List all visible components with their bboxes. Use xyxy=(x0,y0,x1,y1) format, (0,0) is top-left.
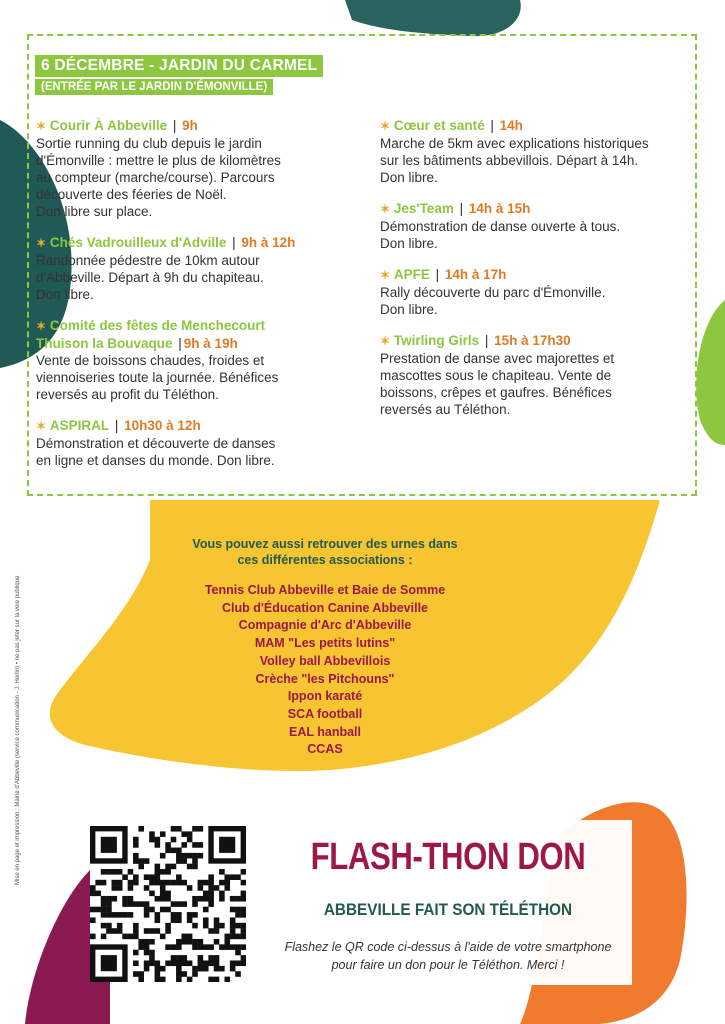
star-icon: ✶ xyxy=(36,119,47,133)
activity-description: Prestation de danse avec majorettes et mascottes sous le chapiteau. Vente de boissons, crêpes et gaufres. Bénéfices reversés au Téléthon. xyxy=(380,351,615,417)
activity-time: 9h xyxy=(182,118,198,133)
star-icon: ✶ xyxy=(380,119,391,133)
association-list xyxy=(140,582,510,759)
flash-instructions: Flashez le QR code ci-dessus à l'aide de votre smartphone pour faire un don pour le Téléthon. Merci ! xyxy=(284,940,612,972)
activity-item xyxy=(36,317,336,403)
association-item: Volley ball Abbevillois xyxy=(259,653,391,668)
date-title: 6 DÉCEMBRE - JARDIN DU CARMEL xyxy=(35,55,323,77)
activity-name: Comité des fêtes de Menchecourt Thuison la Bouvaque xyxy=(36,318,266,351)
activity-item xyxy=(380,117,680,186)
activities-right-column xyxy=(380,117,680,432)
activity-time: 15h à 17h30 xyxy=(494,333,571,348)
activity-name: Twirling Girls xyxy=(393,333,480,348)
activity-description: Démonstration et découverte de danses en ligne et danses du monde. Don libre. xyxy=(36,436,276,468)
activity-item xyxy=(380,266,680,318)
activity-item xyxy=(36,234,336,303)
activity-time: 14h à 15h xyxy=(468,201,531,216)
print-credit xyxy=(15,555,29,885)
teal-blob-top xyxy=(345,0,521,36)
association-item: Ippon karaté xyxy=(287,689,363,704)
activity-description: Vente de boissons chaudes, froides et viennoiseries toute la journée. Bénéfices reversés au profit du Téléthon. xyxy=(36,353,279,402)
activity-title xyxy=(36,417,336,435)
separator: | xyxy=(114,418,119,433)
activity-item xyxy=(36,417,336,469)
activity-title xyxy=(380,332,680,350)
activity-time: 14h à 17h xyxy=(444,267,507,282)
activity-item xyxy=(380,200,680,252)
activity-name: Cœur et santé xyxy=(393,118,485,133)
activity-title xyxy=(380,200,680,218)
activity-name: Chés Vadrouilleux d'Adville xyxy=(49,235,227,250)
green-blob-right xyxy=(696,300,725,445)
flash-subtitle: ABBEVILLE FAIT SON TÉLÉTHON xyxy=(323,900,573,919)
qr-code[interactable] xyxy=(90,826,246,982)
activity-description: Randonnée pédestre de 10km autour d'Abbeville. Départ à 9h du chapiteau. Don libre. xyxy=(36,253,264,302)
separator: | xyxy=(178,336,182,351)
activity-title xyxy=(36,117,336,135)
association-item: Club d'Éducation Canine Abbeville xyxy=(222,600,428,615)
flash-title: FLASH-THON DON xyxy=(310,836,586,878)
activity-name: ASPIRAL xyxy=(49,418,110,433)
activity-title xyxy=(380,117,680,135)
activity-title xyxy=(36,234,336,252)
date-banner xyxy=(35,55,323,95)
activity-time: 14h xyxy=(499,118,523,133)
entrance-note: (ENTRÉE PAR LE JARDIN D'ÉMONVILLE) xyxy=(35,79,273,95)
association-item: Tennis Club Abbeville et Baie de Somme xyxy=(204,583,446,597)
activity-time: 9h à 19h xyxy=(183,336,238,351)
activity-item xyxy=(36,117,336,220)
separator: | xyxy=(484,333,489,348)
separator: | xyxy=(435,267,440,282)
separator: | xyxy=(490,118,494,133)
activity-item xyxy=(380,332,680,418)
urnes-intro: Vous pouvez aussi retrouver des urnes dans ces différentes associations : xyxy=(192,537,458,567)
activity-name: APFE xyxy=(393,267,430,282)
star-icon: ✶ xyxy=(380,202,391,216)
activity-title xyxy=(380,266,680,284)
association-item: Crèche "les Pitchouns" xyxy=(255,671,395,686)
activities-left-column xyxy=(36,117,336,483)
activity-description: Démonstration de danse ouverte à tous. Don libre. xyxy=(380,219,621,251)
association-item: EAL hanball xyxy=(288,724,361,739)
activity-name: Courir À Abbeville xyxy=(49,118,168,133)
association-item: CCAS xyxy=(307,742,343,757)
star-icon: ✶ xyxy=(380,334,391,348)
star-icon: ✶ xyxy=(36,236,47,250)
star-icon: ✶ xyxy=(36,419,47,433)
activity-title xyxy=(36,317,336,352)
association-item: Compagnie d'Arc d'Abbeville xyxy=(238,618,412,633)
separator: | xyxy=(172,118,177,133)
separator: | xyxy=(232,235,236,250)
star-icon: ✶ xyxy=(380,268,391,282)
activity-description: Marche de 5km avec explications historiques sur les bâtiments abbevillois. Départ à 14h. Don libre. xyxy=(380,136,649,185)
urnes-section xyxy=(140,536,510,759)
print-credit-text: Mise en page et impression : Mairie d'Abbeville (service communication - J. Herlin) • ne pas jeter sur la voie publique xyxy=(15,575,21,885)
activity-time: 9h à 12h xyxy=(241,235,296,250)
association-item: MAM "Les petits lutins" xyxy=(254,636,396,651)
separator: | xyxy=(459,201,464,216)
qr-code-icon xyxy=(90,826,246,982)
star-icon: ✶ xyxy=(36,319,47,333)
activity-time: 10h30 à 12h xyxy=(124,418,201,433)
activity-name: Jes'Team xyxy=(393,201,454,216)
association-item: SCA football xyxy=(287,706,363,721)
activity-description: Rally découverte du parc d'Émonville. Don libre. xyxy=(380,285,606,317)
activity-description: Sortie running du club depuis le jardin d'Émonville : mettre le plus de kilomètres au compteur (marche/course). Parcours découverte des féeries de Noël. Don libre sur place. xyxy=(36,136,281,219)
